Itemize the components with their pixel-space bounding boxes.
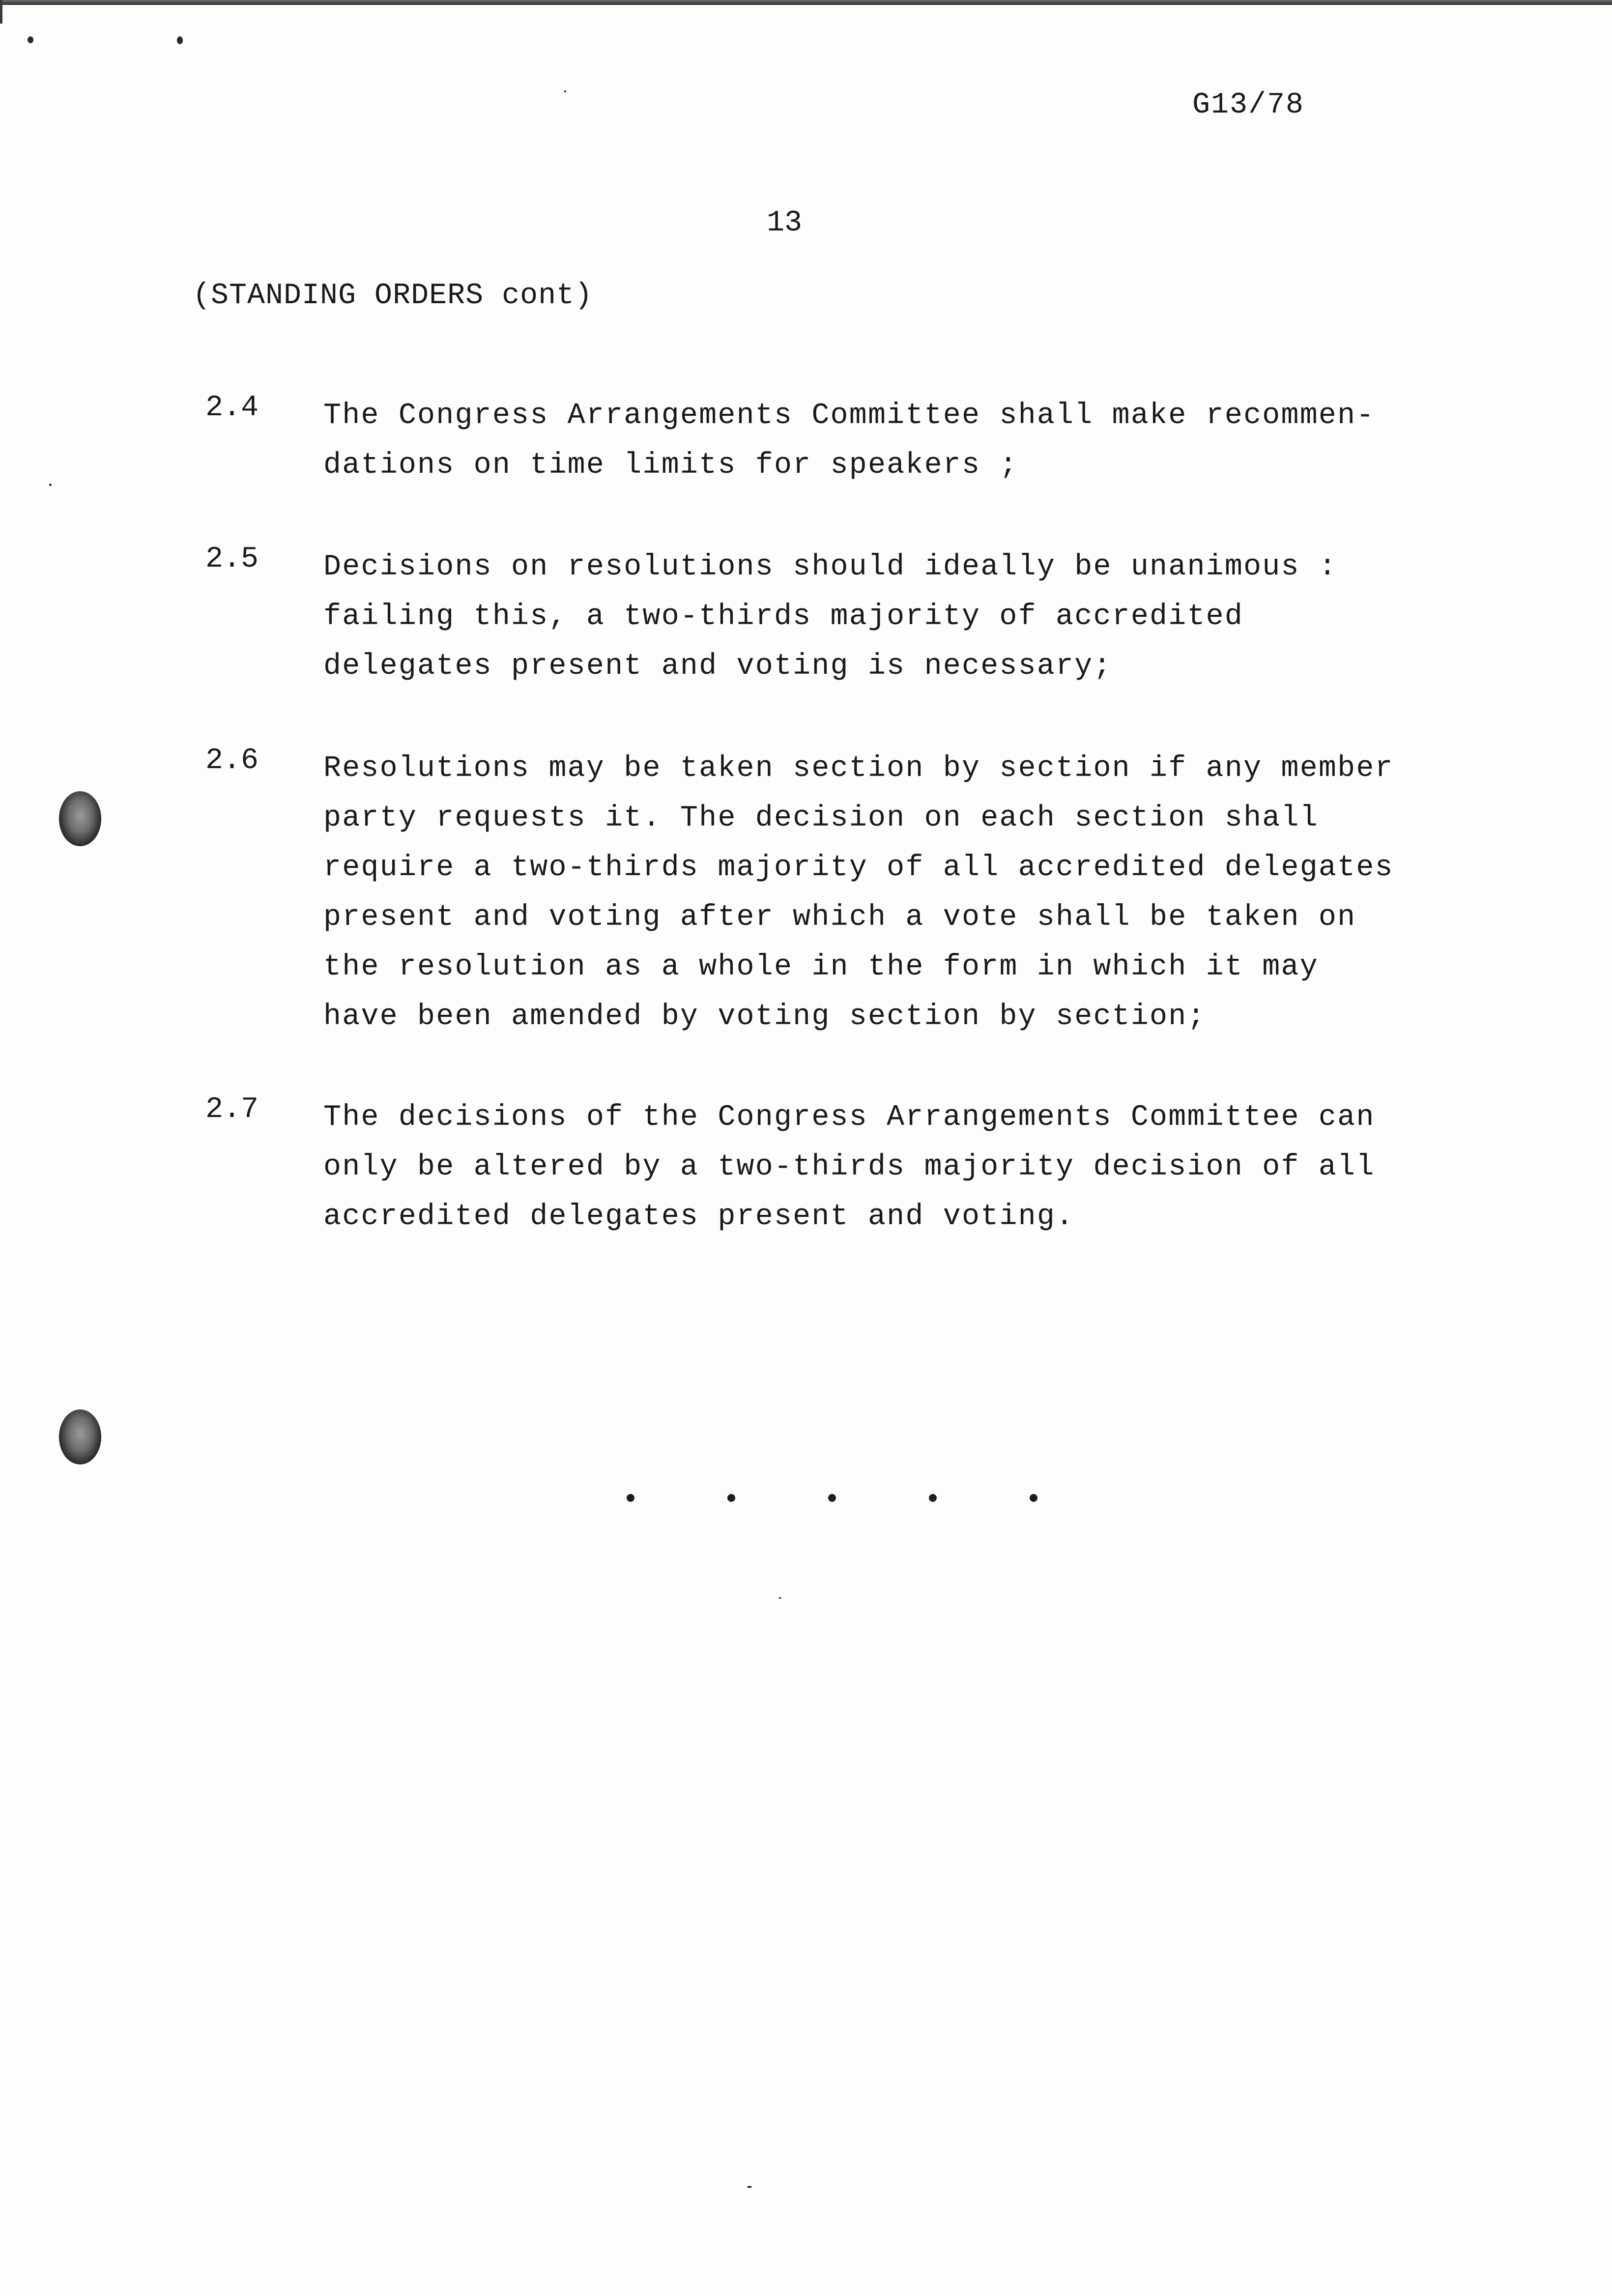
left-edge-rule xyxy=(0,0,2,24)
punch-hole-lower xyxy=(59,1409,101,1464)
scan-speck xyxy=(564,90,566,92)
scan-speck xyxy=(28,36,33,43)
end-mark xyxy=(627,1494,634,1502)
clause-number: 2.6 xyxy=(205,744,259,777)
document-reference: G13/78 xyxy=(1192,88,1305,122)
section-heading: (STANDING ORDERS cont) xyxy=(193,279,593,313)
scan-speck xyxy=(778,1597,781,1599)
punch-hole-upper xyxy=(59,791,101,846)
scan-speck xyxy=(177,36,183,44)
end-mark xyxy=(929,1494,937,1502)
scan-speck xyxy=(49,484,52,486)
top-edge-rule xyxy=(0,0,1612,5)
clause-text: Decisions on resolutions should ideally be unanimous : failing this, a two-thirds majority of accredited delegates present and voting is necessary; xyxy=(323,550,1338,683)
page-number: 13 xyxy=(767,206,803,240)
clause-number: 2.5 xyxy=(205,543,259,576)
end-mark xyxy=(1030,1494,1037,1502)
clause-number: 2.7 xyxy=(205,1093,259,1126)
end-of-section-marks xyxy=(627,1494,1049,1514)
clause-number: 2.4 xyxy=(205,391,259,425)
clause-text: The Congress Arrangements Committee shall make recommen- dations on time limits for speakers ; xyxy=(323,399,1375,482)
scan-speck xyxy=(747,2186,752,2188)
end-mark xyxy=(727,1494,735,1502)
end-mark xyxy=(828,1494,836,1502)
clause-text: Resolutions may be taken section by section if any member party requests it. The decision on each section shall require a two-thirds majority of all accredited delegates present and voting after which a vote shall be taken on the resolution as a whole in the form in which it may have been amended by voting section by section; xyxy=(323,752,1394,1033)
clause-text: The decisions of the Congress Arrangements Committee can only be altered by a two-thirds majority decision of all accredited delegates present and voting. xyxy=(323,1101,1375,1234)
